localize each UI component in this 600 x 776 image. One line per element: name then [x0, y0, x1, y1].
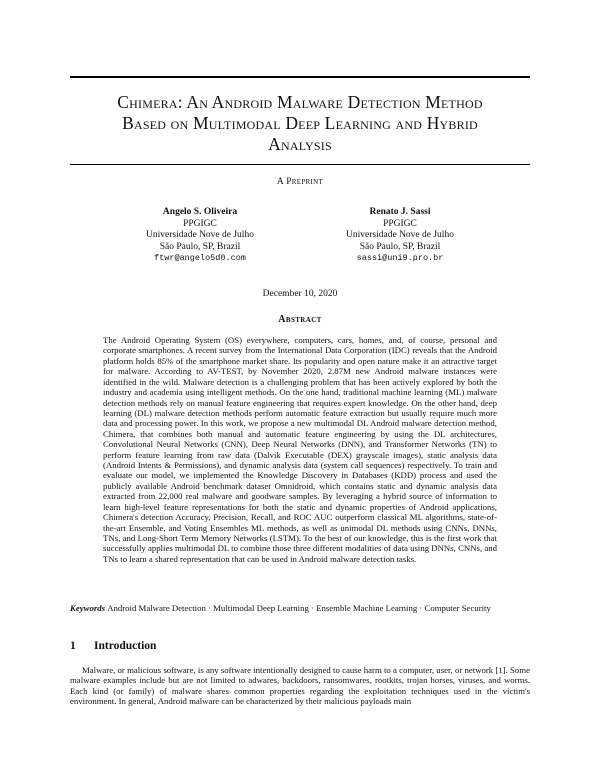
author-location: São Paulo, SP, Brazil	[359, 241, 441, 252]
author-name: Renato J. Sassi	[369, 207, 431, 217]
title-line-3: Analysis	[268, 134, 332, 154]
keywords-label: Keywords	[70, 603, 105, 613]
keywords-text: Android Malware Detection · Multimodal Deep Learning · Ensemble Machine Learning · Computer Security	[107, 603, 491, 613]
author-block-1	[100, 207, 300, 265]
keywords-line	[70, 603, 530, 613]
intro-paragraph: Malware, or malicious software, is any software intentionally designed to cause harm to a computer, user, or network [1]. Some malware examples include but are not limited to adwares, backdoors, ransomwares, rootkits, trojan horses, viruses, and worms. Each kind (or family) of malware shares common properties regarding the exploitation techniques used in the victim's environment. In general, Android malware can be characterized by their malicious payloads main	[70, 665, 530, 707]
preprint-label: A Preprint	[276, 177, 324, 187]
author-name: Angelo S. Oliveira	[162, 207, 238, 217]
author-email[interactable]: ftwr@angelo5d0.com	[154, 253, 246, 263]
section-heading	[70, 640, 156, 652]
title-line-2: Based on Multimodal Deep Learning and Hybrid	[122, 113, 478, 133]
title-line-1: Chimera: An Android Malware Detection Method	[117, 92, 483, 112]
paper-title	[70, 92, 530, 155]
paper-date: December 10, 2020	[262, 289, 338, 299]
author-university: Universidade Nove de Julho	[146, 230, 254, 240]
section-number: 1	[70, 640, 76, 652]
title-bottom-rule	[70, 164, 530, 165]
author-block-2	[300, 207, 500, 265]
abstract-body: The Android Operating System (OS) everywhere, computers, cars, homes, and, of course, personal and corporate smartphones. A recent survey from the International Data Corporation (IDC) reveals that the Android platform holds 85% of the smartphone market share. Its popularity and open nature make it an attractive target for malware. According to AV-TEST, by November 2020, 2.87M new Android malware instances were identified in the wild. Malware detection is a challenging problem that has been actively explored by both the industry and academia using intelligent methods. On the one hand, traditional machine learning (ML) malware detection methods rely on manual feature engineering that requires expert knowledge. On the other hand, deep learning (DL) malware detection methods perform automatic feature extraction but usually require much more data and processing power. In this work, we propose a new multimodal DL Android malware detection method, Chimera, that combines both manual and automatic feature engineering by using the DL architectures, Convolutional Neural Networks (CNN), Deep Neural Networks (DNN), and Transformer Networks (TN) to perform feature learning from raw data (Dalvik Executable (DEX) grayscale images), static analysis data (Android Intents & Permissions), and dynamic analysis data (system call sequences) respectively. To train and evaluate our model, we implemented the Knowledge Discovery in Databases (KDD) process and used the publicly available Android benchmark dataset Omnidroid, which contains static and dynamic analysis data extracted from 22,000 real malware and goodware samples. By leveraging a hybrid source of information to learn high-level feature representations for both the static and dynamic properties of Android applications, Chimera's detection Accuracy, Precision, Recall, and ROC AUC outperform classical ML algorithms, state-of-the-art Ensemble, and Voting Ensembles ML methods, as well as unimodal DL methods using CNNs, DNNs, TNs, and Long-Short Term Memory Networks (LSTM). To the best of our knowledge, this is the first work that successfully applies multimodal DL to combine those three different modalities of data using DNNs, CNNs, and TNs to learn a shared representation that can be used in Android malware detection tasks.	[103, 335, 497, 564]
title-top-rule	[70, 76, 530, 78]
abstract-heading: Abstract	[278, 314, 322, 325]
author-email[interactable]: sassi@uni9.pro.br	[356, 253, 444, 263]
author-dept: PPGIGC	[383, 218, 417, 229]
section-title: Introduction	[94, 640, 157, 652]
author-dept: PPGIGC	[183, 218, 217, 229]
author-location: São Paulo, SP, Brazil	[159, 241, 241, 252]
author-university: Universidade Nove de Julho	[346, 230, 454, 240]
